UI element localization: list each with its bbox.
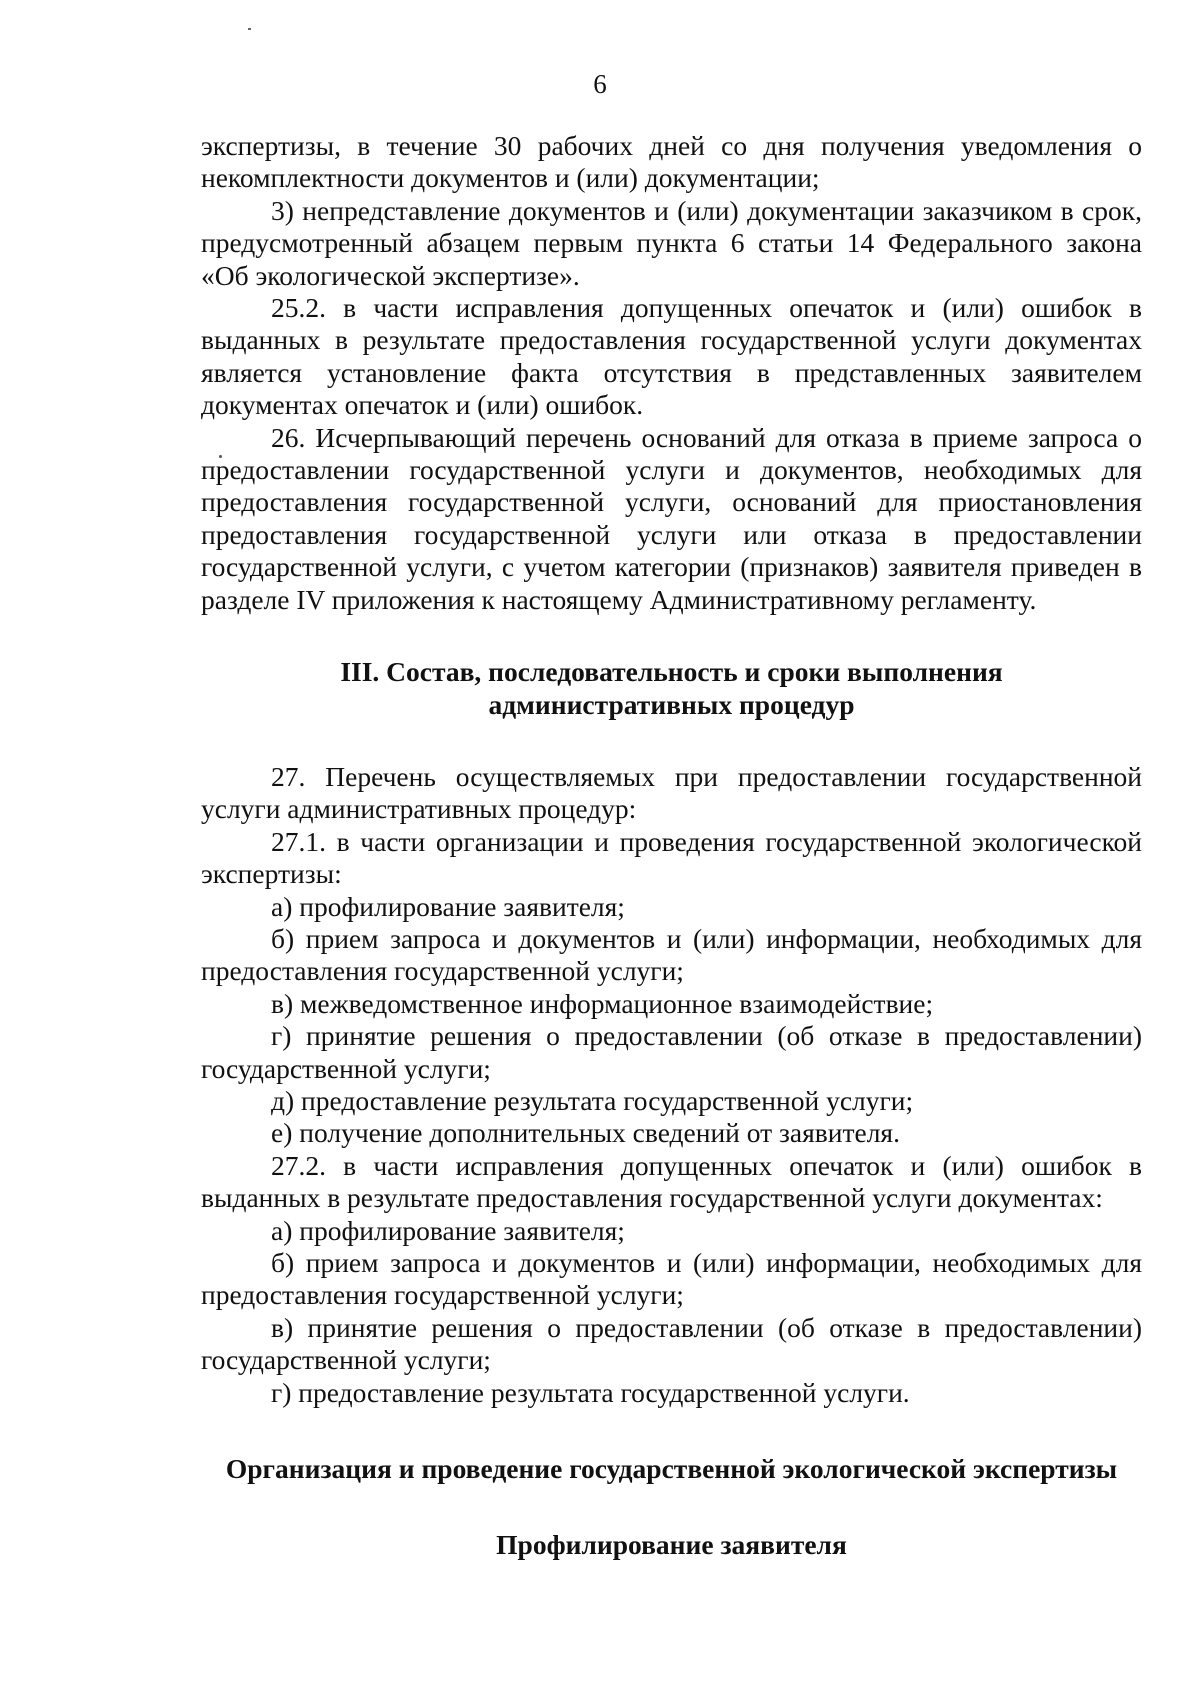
paragraph: г) предоставление результата государственной услуги.	[271, 1376, 910, 1408]
subheading-profiling: Профилирование заявителя	[496, 1529, 847, 1561]
paragraph: е) получение дополнительных сведений от заявителя.	[271, 1117, 900, 1149]
spacer	[201, 1409, 1142, 1453]
scan-mark	[248, 28, 251, 30]
spacer	[201, 616, 1142, 656]
spacer	[201, 721, 1142, 761]
section-heading-line-2: административных процедур	[488, 688, 855, 720]
paragraph: 27.1. в части организации и проведения государственной экологической экспертизы:	[201, 825, 1142, 890]
paragraph: б) прием запроса и документов и (или) информации, необходимых для предоставления государственной услуги;	[201, 1247, 1142, 1311]
paragraph: а) профилирование заявителя;	[271, 1214, 625, 1246]
paragraph: д) предоставление результата государственной услуги;	[271, 1084, 914, 1116]
paragraph: а) профилирование заявителя;	[271, 890, 625, 922]
paragraph: в) принятие решения о предоставлении (об отказе в предоставлении) государственной услуги;	[201, 1311, 1142, 1376]
section-heading	[201, 656, 1142, 721]
page-number: 6	[593, 69, 607, 99]
paragraph: 3) непредставление документов и (или) документации заказчиком в срок, предусмотренный абзацем первым пункта 6 статьи 14 Федерального закона «Об экологической экспертизе».	[201, 194, 1142, 291]
paragraph: 25.2. в части исправления допущенных опечаток и (или) ошибок в выданных в результате предоставления государственной услуги документах является установление факта отсутствия в представленных заявителем документах опечаток и (или) ошибок.	[201, 292, 1142, 421]
spacer	[201, 1485, 1142, 1529]
paragraph-group-procedures	[201, 761, 1142, 1409]
paragraph: 26. Исчерпывающий перечень оснований для отказа в приеме запроса о предоставлении государственной услуги и документов, необходимых для предоставления государственной услуги, оснований для приостановления предоставления государственной услуги или отказа в предоставлении государственной услуги, с учетом категории (признаков) заявителя приведен в разделе IV приложения к настоящему Административному регламенту.	[201, 421, 1142, 615]
paragraph: 27.2. в части исправления допущенных опечаток и (или) ошибок в выданных в результате предоставления государственной услуги документах:	[201, 1149, 1142, 1214]
paragraph: б) прием запроса и документов и (или) информации, необходимых для предоставления государственной услуги;	[201, 922, 1142, 987]
paragraph: в) межведомственное информационное взаимодействие;	[271, 987, 934, 1019]
subheading-expertise: Организация и проведение государственной экологической экспертизы	[225, 1453, 1118, 1485]
paragraph-group-top	[201, 130, 1142, 616]
paragraph: г) принятие решения о предоставлении (об отказе в предоставлении) государственной услуги;	[201, 1020, 1142, 1084]
section-heading-line-1: III. Состав, последовательность и сроки выполнения	[340, 656, 1003, 688]
paragraph: экспертизы, в течение 30 рабочих дней со дня получения уведомления о некомплектности документов и (или) документации;	[201, 130, 1142, 194]
document-body	[201, 130, 1142, 1562]
paragraph: 27. Перечень осуществляемых при предоставлении государственной услуги административных процедур:	[201, 760, 1142, 825]
